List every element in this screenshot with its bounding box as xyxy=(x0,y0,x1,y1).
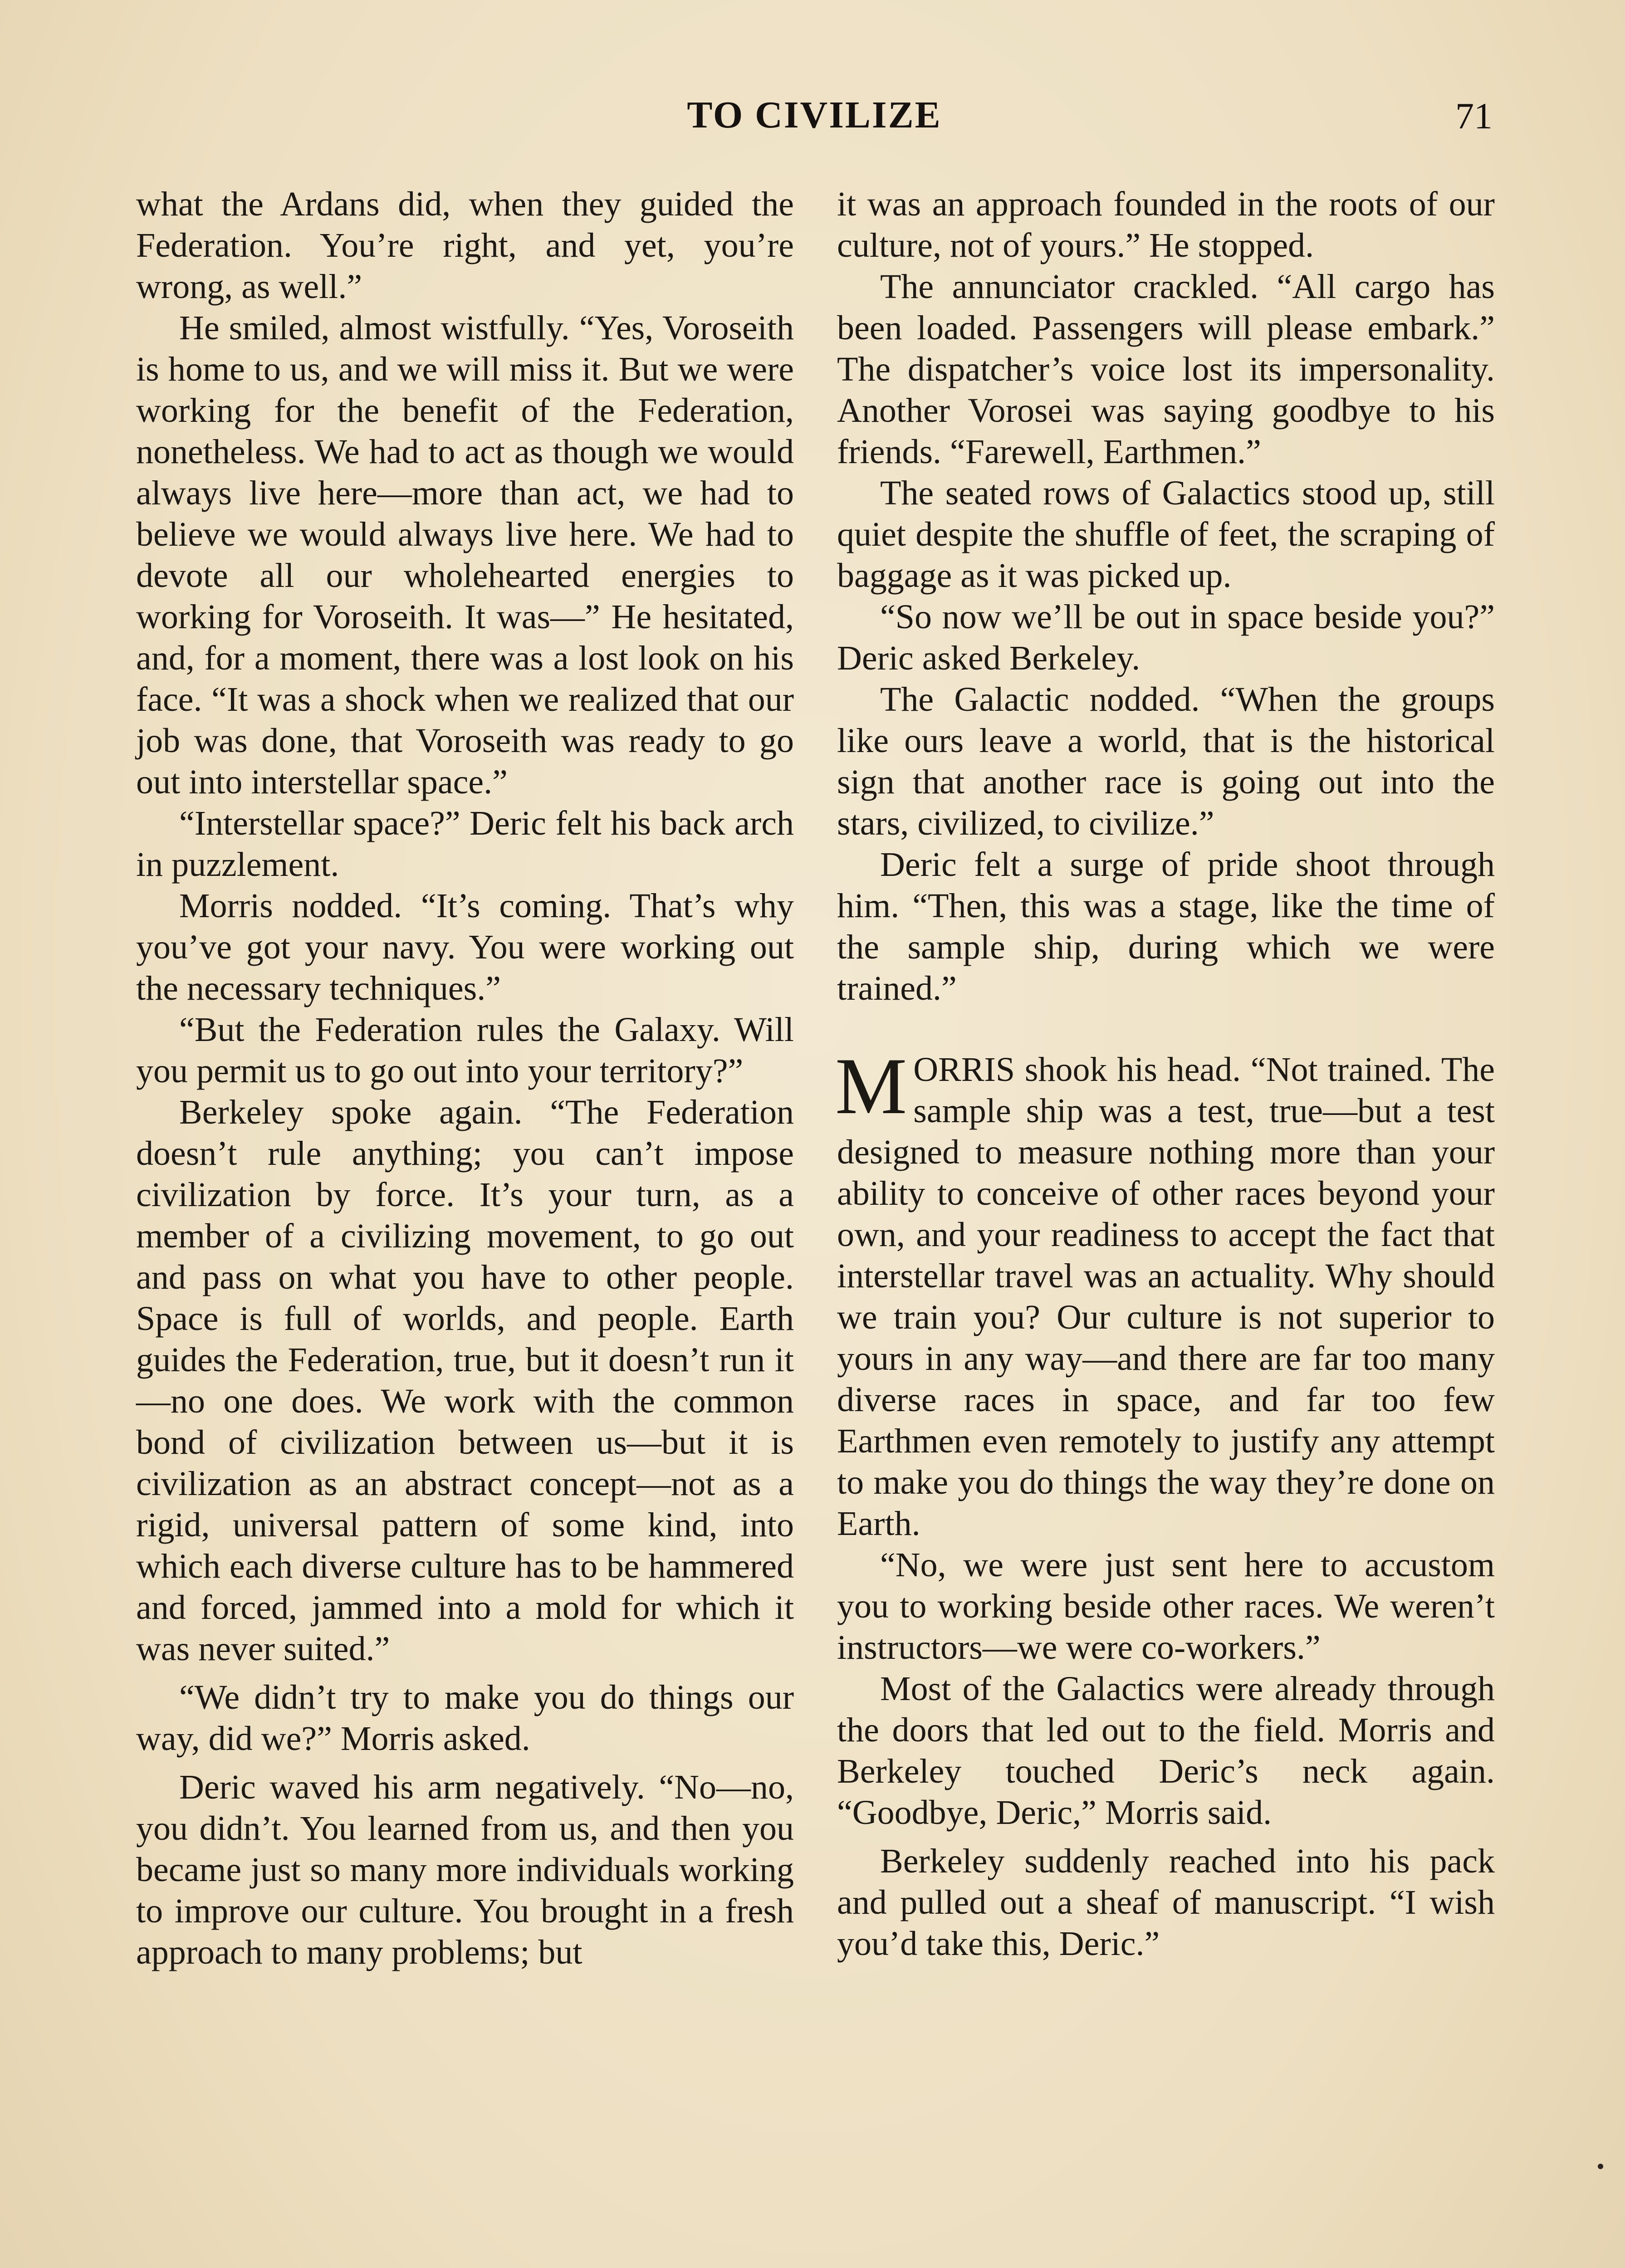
paragraph: “We didn’t try to make you do things our way, did we?” Morris asked. xyxy=(136,1678,794,1758)
running-header xyxy=(136,93,1493,138)
drop-cap: M xyxy=(835,1041,907,1131)
paragraph: it was an approach founded in the roots of our culture, not of yours.” He stopped. xyxy=(837,185,1495,264)
paragraph: what the Ardans did, when they guided the Federation. You’re right, and yet, you’re wrong, as well.” xyxy=(136,185,794,306)
paragraph: Deric felt a surge of pride shoot through him. “Then, this was a stage, like the time of the sample ship, during which we were trained.” xyxy=(837,846,1495,1007)
left-column xyxy=(136,184,794,1973)
paragraph: The seated rows of Galactics stood up, still quiet despite the shuffle of feet, the scraping of baggage as it was picked up. xyxy=(837,474,1495,595)
paragraph: “So now we’ll be out in space beside you?” Deric asked Berkeley. xyxy=(837,598,1495,677)
paragraph: Deric waved his arm negatively. “No—no, you didn’t. You learned from us, and then you became just so many more individuals working to improve our culture. You brought in a fresh approach to many problems; but xyxy=(136,1768,794,1971)
paragraph: Morris nodded. “It’s coming. That’s why you’ve got your navy. You were working out the necessary techniques.” xyxy=(136,887,794,1007)
paragraph-text: ORRIS shook his head. “Not trained. The sample ship was a test, true—but a test designed to measure nothing more than your ability to conceive of other races beyond your own, and your readiness to accept the fact that interstellar travel was an actuality. Why should we train you? Our culture is not superior to yours in any way—and there are far too many diverse races in space, and far too few Earthmen even remotely to justify any attempt to make you do things the way they’re done on Earth. xyxy=(837,1051,1495,1543)
right-column xyxy=(837,184,1495,1965)
section-break-paragraph xyxy=(835,1041,1495,1545)
paragraph: “No, we were just sent here to accustom you to working beside other races. We weren’t instructors—we were co-workers.” xyxy=(837,1546,1495,1667)
page-number: 71 xyxy=(1455,95,1493,137)
paragraph: Berkeley spoke again. “The Federation doesn’t rule anything; you can’t impose civilization by force. It’s your turn, as a member of a civilizing movement, to go out and pass on what you have to other people. Space is full of worlds, and people. Earth guides the Federation, true, but it doesn’t run it—no one does. We work with the common bond of civilization between us—but it is civilization as an abstract concept—not as a rigid, universal pattern of some kind, into which each diverse culture has to be hammered and forced, jammed into a mold for which it was never suited.” xyxy=(136,1093,794,1668)
paragraph: Most of the Galactics were already through the doors that led out to the field. Morris and Berkeley touched Deric’s neck again. “Goodbye, Deric,” Morris said. xyxy=(837,1670,1495,1832)
ink-speck xyxy=(1598,2164,1603,2169)
paragraph: Berkeley suddenly reached into his pack and pulled out a sheaf of manuscript. “I wish you’d take this, Deric.” xyxy=(837,1842,1495,1963)
paragraph: He smiled, almost wistfully. “Yes, Voroseith is home to us, and we will miss it. But we were working for the benefit of the Federation, nonetheless. We had to act as though we would always live here—more than act, we had to believe we would always live here. We had to devote all our wholehearted energies to working for Voroseith. It was—” He hesitated, and, for a moment, there was a lost look on his face. “It was a shock when we realized that our job was done, that Voroseith was ready to go out into interstellar space.” xyxy=(136,309,794,801)
paragraph: The Galactic nodded. “When the groups like ours leave a world, that is the historical sign that another race is going out into the stars, civilized, to civilize.” xyxy=(837,680,1495,842)
paragraph: The annunciator crackled. “All cargo has been loaded. Passengers will please embark.” The dispatcher’s voice lost its impersonality. Another Vorosei was saying goodbye to his friends. “Farewell, Earthmen.” xyxy=(837,268,1495,471)
paragraph: “Interstellar space?” Deric felt his back arch in puzzlement. xyxy=(136,804,794,884)
paragraph: “But the Federation rules the Galaxy. Will you permit us to go out into your territory?” xyxy=(136,1011,794,1090)
page-title: TO CIVILIZE xyxy=(687,94,942,136)
